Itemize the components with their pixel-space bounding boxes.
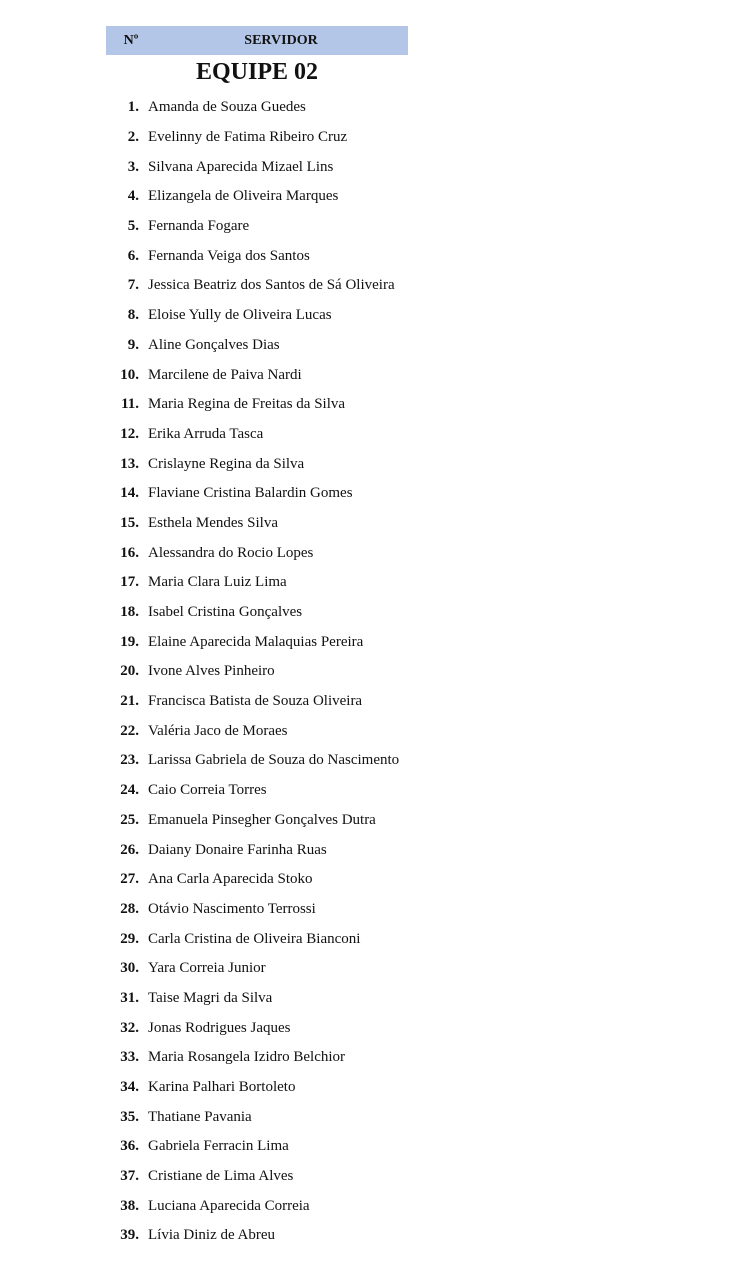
list-item (0, 1191, 733, 1221)
row-number: 31. (120, 989, 139, 1006)
row-number: 25. (120, 811, 139, 828)
row-number: 28. (120, 900, 139, 917)
row-number: 13. (120, 455, 139, 472)
list-item (0, 509, 733, 539)
list-item (0, 657, 733, 687)
row-number: 10. (120, 366, 139, 383)
row-number: 39. (120, 1227, 139, 1244)
server-name: Ivone Alves Pinheiro (148, 663, 275, 680)
server-name: Elizangela de Oliveira Marques (148, 188, 339, 205)
row-number: 30. (120, 960, 139, 977)
list-item (0, 865, 733, 895)
list-item (0, 568, 733, 598)
row-number: 9. (127, 336, 139, 353)
row-number: 12. (120, 425, 139, 442)
list-item (0, 123, 733, 153)
row-number: 4. (127, 188, 139, 205)
list-item (0, 1102, 733, 1132)
list-item (0, 241, 733, 271)
server-name: Elaine Aparecida Malaquias Pereira (148, 633, 364, 650)
server-list (0, 93, 733, 1251)
list-item (0, 954, 733, 984)
list-item (0, 152, 733, 182)
server-name: Taise Magri da Silva (148, 989, 273, 1006)
list-item (0, 390, 733, 420)
list-item (0, 1132, 733, 1162)
table-header (106, 26, 408, 55)
server-name: Silvana Aparecida Mizael Lins (148, 158, 334, 175)
row-number: 8. (127, 307, 139, 324)
row-number: 1. (127, 99, 139, 116)
server-name: Alessandra do Rocio Lopes (148, 544, 314, 561)
server-name: Valéria Jaco de Moraes (148, 722, 288, 739)
row-number: 20. (120, 663, 139, 680)
list-item (0, 746, 733, 776)
server-name: Fernanda Fogare (148, 218, 250, 235)
server-name: Maria Rosangela Izidro Belchior (148, 1049, 346, 1066)
row-number: 16. (120, 544, 139, 561)
row-number: 11. (121, 396, 139, 413)
row-number: 23. (120, 752, 139, 769)
list-item (0, 449, 733, 479)
list-item (0, 182, 733, 212)
row-number: 34. (120, 1079, 139, 1096)
row-number: 37. (120, 1168, 139, 1185)
list-item (0, 1162, 733, 1192)
server-name: Cristiane de Lima Alves (148, 1168, 294, 1185)
server-name: Francisca Batista de Souza Oliveira (148, 693, 363, 710)
server-name: Yara Correia Junior (148, 960, 266, 977)
server-name: Thatiane Pavania (148, 1108, 252, 1125)
server-name: Isabel Cristina Gonçalves (148, 604, 303, 621)
list-item (0, 716, 733, 746)
row-number: 15. (120, 514, 139, 531)
number-column-header: Nº (123, 32, 139, 48)
list-item (0, 420, 733, 450)
server-name: Ana Carla Aparecida Stoko (148, 871, 313, 888)
row-number: 21. (120, 693, 139, 710)
server-name: Amanda de Souza Guedes (148, 99, 306, 116)
list-item (0, 835, 733, 865)
server-name: Gabriela Ferracin Lima (148, 1138, 289, 1155)
list-item (0, 1221, 733, 1251)
list-item (0, 806, 733, 836)
server-name: Aline Gonçalves Dias (148, 336, 280, 353)
row-number: 22. (120, 722, 139, 739)
server-name: Maria Clara Luiz Lima (148, 574, 287, 591)
list-item (0, 984, 733, 1014)
list-item (0, 271, 733, 301)
row-number: 38. (120, 1197, 139, 1214)
list-item (0, 895, 733, 925)
server-column-header: SERVIDOR (244, 32, 318, 48)
row-number: 17. (120, 574, 139, 591)
server-name: Marcilene de Paiva Nardi (148, 366, 302, 383)
list-item (0, 212, 733, 242)
list-item (0, 1013, 733, 1043)
row-number: 14. (120, 485, 139, 502)
server-name: Karina Palhari Bortoleto (148, 1079, 296, 1096)
row-number: 3. (127, 158, 139, 175)
list-item (0, 687, 733, 717)
server-name: Daiany Donaire Farinha Ruas (148, 841, 327, 858)
row-number: 33. (120, 1049, 139, 1066)
server-name: Caio Correia Torres (148, 782, 267, 799)
row-number: 18. (120, 604, 139, 621)
list-item (0, 1073, 733, 1103)
row-number: 27. (120, 871, 139, 888)
row-number: 29. (120, 930, 139, 947)
row-number: 26. (120, 841, 139, 858)
list-item (0, 479, 733, 509)
server-name: Flaviane Cristina Balardin Gomes (148, 485, 353, 502)
team-title: EQUIPE 02 (195, 59, 318, 85)
row-number: 7. (127, 277, 139, 294)
row-number: 2. (127, 129, 139, 146)
list-item (0, 776, 733, 806)
server-name: Erika Arruda Tasca (148, 425, 264, 442)
server-name: Fernanda Veiga dos Santos (148, 247, 310, 264)
server-name: Esthela Mendes Silva (148, 514, 278, 531)
row-number: 35. (120, 1108, 139, 1125)
list-item (0, 598, 733, 628)
server-name: Evelinny de Fatima Ribeiro Cruz (148, 129, 348, 146)
list-item (0, 360, 733, 390)
row-number: 32. (120, 1019, 139, 1036)
list-item (0, 627, 733, 657)
row-number: 24. (120, 782, 139, 799)
server-name: Emanuela Pinsegher Gonçalves Dutra (148, 811, 376, 828)
row-number: 19. (120, 633, 139, 650)
server-name: Carla Cristina de Oliveira Bianconi (148, 930, 361, 947)
server-name: Larissa Gabriela de Souza do Nascimento (148, 752, 400, 769)
server-name: Luciana Aparecida Correia (148, 1197, 310, 1214)
list-item (0, 924, 733, 954)
server-name: Otávio Nascimento Terrossi (148, 900, 316, 917)
list-item (0, 538, 733, 568)
row-number: 36. (120, 1138, 139, 1155)
list-item (0, 301, 733, 331)
row-number: 6. (127, 247, 139, 264)
server-name: Maria Regina de Freitas da Silva (148, 396, 346, 413)
server-name: Eloise Yully de Oliveira Lucas (148, 307, 332, 324)
list-item (0, 1043, 733, 1073)
server-name: Jonas Rodrigues Jaques (148, 1019, 291, 1036)
server-name: Crislayne Regina da Silva (148, 455, 305, 472)
server-name: Jessica Beatriz dos Santos de Sá Oliveira (148, 277, 395, 294)
list-item (0, 331, 733, 361)
server-name: Lívia Diniz de Abreu (148, 1227, 276, 1244)
row-number: 5. (127, 218, 139, 235)
list-item (0, 93, 733, 123)
